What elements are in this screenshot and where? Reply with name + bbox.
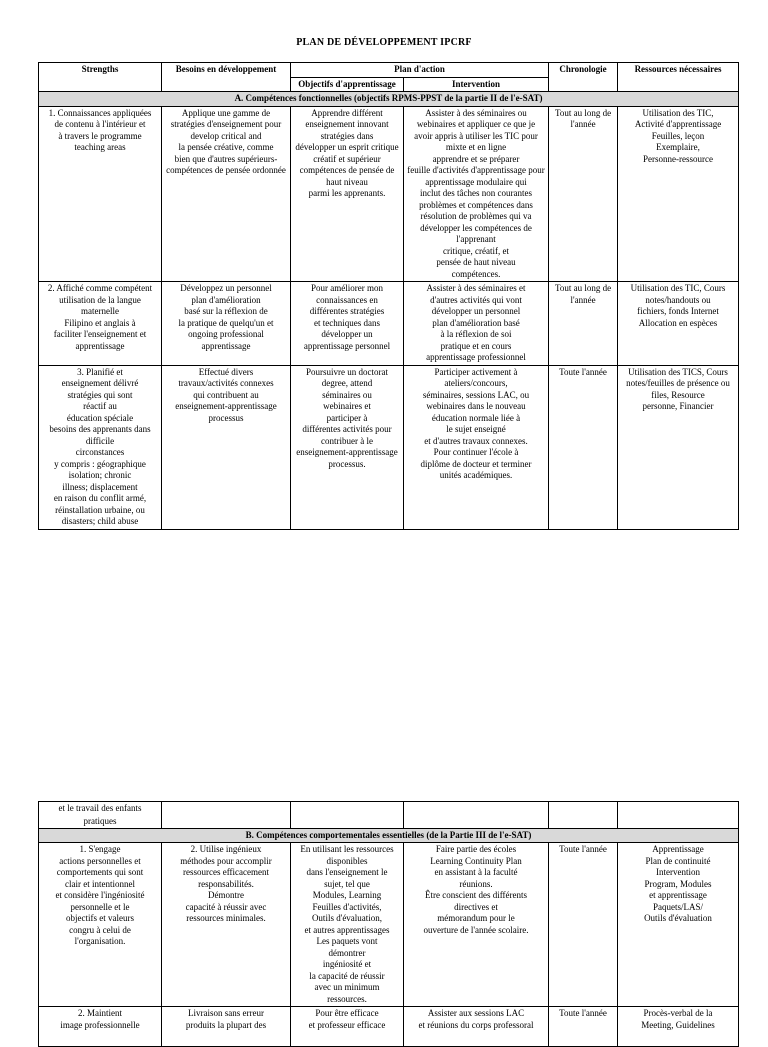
objective-cell (291, 802, 404, 829)
page-title: PLAN DE DÉVELOPPEMENT IPCRF (296, 37, 472, 48)
timeline-cell: Toute l'année (549, 843, 618, 1007)
resources-cell (618, 802, 739, 829)
intervention-cell (404, 802, 549, 829)
timeline-cell: Tout au long de l'année (549, 106, 618, 282)
header-objectives: Objectifs d'apprentissage (291, 77, 404, 92)
development-plan-table-continued (38, 801, 739, 1047)
strength-cell: 1. S'engage actions personnelles et comportements qui sont clair et intentionnel et considère l'ingéniosité personnelle et le objectifs et valeurs congru à celui de l'organisation. (39, 843, 162, 1007)
need-cell: Livraison sans erreur produits la plupart des (162, 1007, 291, 1047)
header-intervention: Intervention (404, 77, 549, 92)
section-b-heading: B. Compétences comportementales essentielles (de la Partie III de l'e-SAT) (39, 828, 739, 843)
resources-cell: Utilisation des TICS, Cours notes/feuilles de présence ou files, Resource personne, Financier (618, 365, 739, 529)
development-plan-table (38, 62, 739, 530)
timeline-cell: Toute l'année (549, 1007, 618, 1047)
intervention-cell: Participer activement à ateliers/concours, séminaires, sessions LAC, ou webinaires dans le nouveau éducation normale liée à le sujet enseigné et d'autres travaux connexes. Pour continuer l'école à diplôme de docteur et terminer unités académiques. (404, 365, 549, 529)
strength-cell: 2. Affiché comme compétent utilisation de la langue maternelle Filipino et anglais à faciliter l'enseignement et apprentissage (39, 282, 162, 366)
table-row (39, 106, 739, 282)
header-resources: Ressources nécessaires (618, 63, 739, 92)
intervention-cell: Faire partie des écoles Learning Continuity Plan en assistant à la faculté réunions. Être conscient des différents directives et mémorandum pour le ouverture de l'année scolaire. (404, 843, 549, 1007)
resources-cell: Utilisation des TIC, Activité d'apprentissage Feuilles, leçon Exemplaire, Personne-ressource (618, 106, 739, 282)
table-row (39, 1007, 739, 1047)
resources-cell: Utilisation des TIC, Cours notes/handouts ou fichiers, fonds Internet Allocation en espèces (618, 282, 739, 366)
continued-main-text: pratiques (83, 815, 117, 826)
need-cell: Développez un personnel plan d'amélioration basé sur la réflexion de la pratique de quelqu'un et ongoing professional apprentissage (162, 282, 291, 366)
timeline-cell: Toute l'année (549, 365, 618, 529)
table-row (39, 802, 739, 829)
timeline-cell (549, 802, 618, 829)
strength-cell: 3. Planifié et enseignement délivré stratégies qui sont réactif au éducation spéciale besoins des apprenants dans difficile circonstances y compris : géographique isolation; chronic illness; displacement en raison du conflit armé, réinstallation urbaine, ou disasters; child abuse (39, 365, 162, 529)
intervention-cell: Assister aux sessions LAC et réunions du corps professoral (404, 1007, 549, 1047)
header-action-plan: Plan d'action (291, 63, 549, 78)
header-timeline: Chronologie (549, 63, 618, 92)
intervention-cell: Assister à des séminaires et d'autres activités qui vont développer un personnel plan d'amélioration basé à la réflexion de soi pratique et en cours apprentissage professionnel (404, 282, 549, 366)
section-a-heading: A. Compétences fonctionnelles (objectifs RPMS-PPST de la partie II de l'e-SAT) (39, 92, 739, 107)
need-cell (162, 802, 291, 829)
objective-cell: Pour être efficace et professeur efficace (291, 1007, 404, 1047)
strength-cell: 1. Connaissances appliquées de contenu à l'intérieur et à travers le programme teaching areas (39, 106, 162, 282)
timeline-cell: Tout au long de l'année (549, 282, 618, 366)
table-row (39, 843, 739, 1007)
table-row (39, 365, 739, 529)
objective-cell: Poursuivre un doctorat degree, attend séminaires ou webinaires et participer à différentes activités pour contribuer à le enseignement-apprentissage processus. (291, 365, 404, 529)
resources-cell: Apprentissage Plan de continuité Intervention Program, Modules et apprentissage Paquets/LAS/ Outils d'évaluation (618, 843, 739, 1007)
header-needs: Besoins en développement (162, 63, 291, 92)
need-cell: Effectué divers travaux/activités connexes qui contribuent au enseignement-apprentissage processus (162, 365, 291, 529)
objective-cell: En utilisant les ressources disponibles dans l'enseignement le sujet, tel que Modules, Learning Feuilles d'activités, Outils d'évaluation, et autres apprentissages Les paquets vont démontrer ingéniosité et la capacité de réussir avec un minimum ressources. (291, 843, 404, 1007)
objective-cell: Pour améliorer mon connaissances en différentes stratégies et techniques dans développer un apprentissage personnel (291, 282, 404, 366)
intervention-cell: Assister à des séminaires ou webinaires et appliquer ce que je avoir appris à utiliser les TIC pour mixte et en ligne apprendre et se préparer feuille d'activités d'apprentissage pour apprentissage modulaire qui inclut des tâches non courantes problèmes et compétences dans résolution de problèmes qui va développer les compétences de l'apprenant critique, créatif, et pensée de haut niveau compétences. (404, 106, 549, 282)
need-cell: 2. Utilise ingénieux méthodes pour accomplir ressources efficacement responsabilités. Démontre capacité à réussir avec ressources minimales. (162, 843, 291, 1007)
strength-cell-continued (39, 802, 162, 829)
resources-cell: Procès-verbal de la Meeting, Guidelines (618, 1007, 739, 1047)
strength-cell: 2. Maintient image professionnelle (39, 1007, 162, 1047)
continued-small-text: et le travail des enfants (58, 803, 142, 813)
table-row (39, 282, 739, 366)
need-cell: Applique une gamme de stratégies d'enseignement pour develop critical and la pensée créative, comme bien que d'autres supérieurs- compétences de pensée ordonnée (162, 106, 291, 282)
objective-cell: Apprendre différent enseignement innovant stratégies dans développer un esprit critique créatif et supérieur compétences de pensée de haut niveau parmi les apprenants. (291, 106, 404, 282)
header-strengths: Strengths (39, 63, 162, 92)
